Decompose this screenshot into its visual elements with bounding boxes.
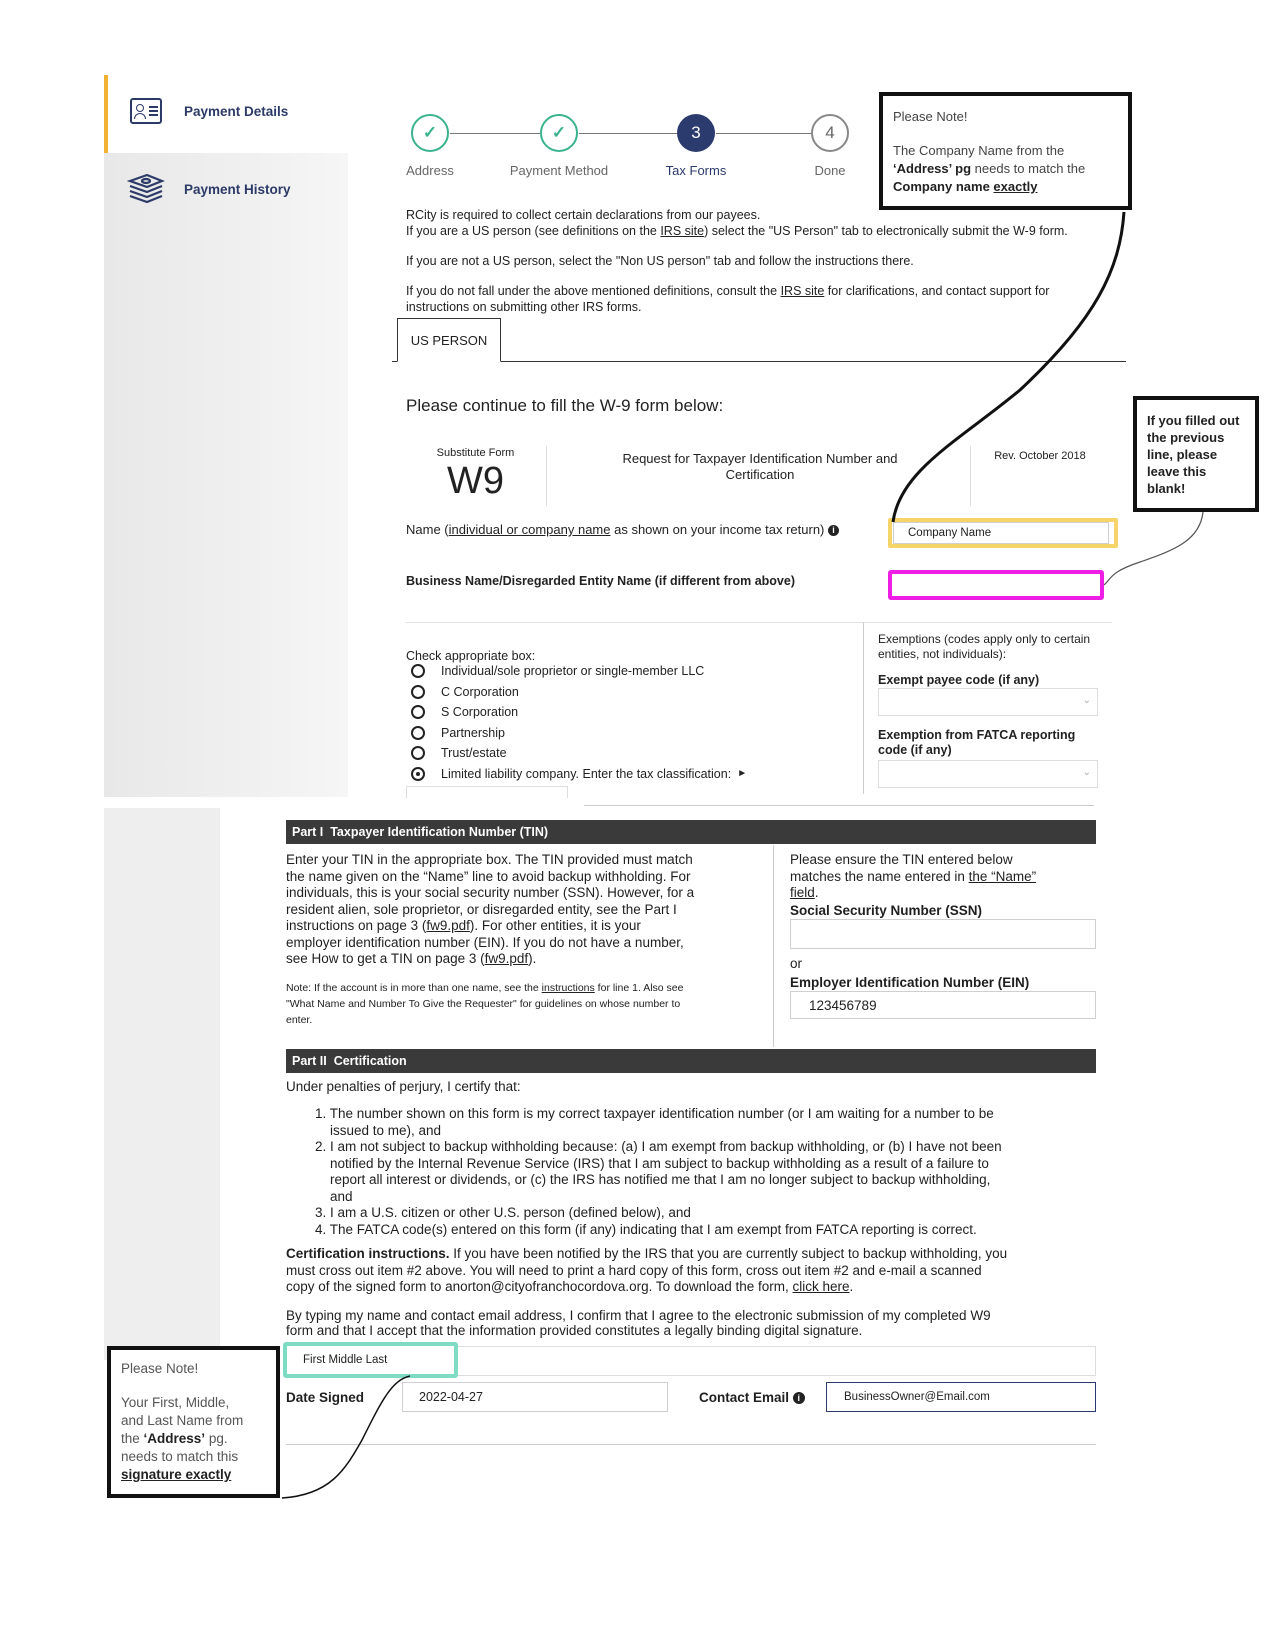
tax-classification-input[interactable] xyxy=(406,786,568,798)
classification-c-corp[interactable] xyxy=(411,682,747,703)
chevron-down-icon: ⌄ xyxy=(1082,695,1091,706)
instruction-line: Enter your TIN in the appropriate box. The TIN provided must match xyxy=(286,852,693,867)
step-label-done: Done xyxy=(814,163,846,178)
form-code: W9 xyxy=(447,460,504,502)
fw9-pdf-link[interactable]: fw9.pdf xyxy=(484,951,529,966)
callout-line: needs to match this xyxy=(121,1449,239,1464)
form-title: Request for Taxpayer Identification Number and Certification xyxy=(622,451,898,482)
tab-baseline xyxy=(392,361,1126,362)
part-prefix: Part II xyxy=(292,1054,327,1068)
label-text: as shown on your income tax return) xyxy=(610,522,825,537)
individual-or-company-name-link[interactable]: individual or company name xyxy=(448,522,611,537)
step-connector xyxy=(450,133,540,134)
intro-line: for clarifications, and contact support for xyxy=(824,284,1050,298)
id-card-icon xyxy=(130,98,162,124)
note-line: "What Name and Number To Give the Requester" for guidelines on whose number to xyxy=(286,998,681,1010)
callout-title: Please Note! xyxy=(893,109,968,124)
callout-business-name-note: If you filled out the previous line, please leave this blank! xyxy=(1133,396,1259,512)
certification-item: 2. I am not subject to backup withholding because: (a) I am exempt from backup withholding, or (b) I have not been xyxy=(315,1139,1002,1154)
callout-bold: signature exactly xyxy=(121,1467,232,1482)
note-line: enter. xyxy=(286,1014,313,1026)
certification-list xyxy=(315,1106,1105,1238)
part1-note xyxy=(286,980,756,1028)
ssn-label: Social Security Number (SSN) xyxy=(790,903,983,918)
name-field-label xyxy=(406,522,839,537)
radio-label: C Corporation xyxy=(441,684,519,699)
exemptions-title: Exemptions (codes apply only to certain entities, not individuals): xyxy=(878,632,1091,661)
intro-line: If you are a US person (see definitions on the xyxy=(406,224,661,238)
step-done-circle[interactable]: 4 xyxy=(811,114,849,152)
callout-bold: Company name xyxy=(893,179,994,194)
instruction-line: the name given on the “Name” line to avoid backup withholding. For xyxy=(286,868,691,884)
radio-button[interactable] xyxy=(411,746,425,760)
certification-item: 4. The FATCA code(s) entered on this form (if any) indicating that I am exempt from FATCA reporting is correct. xyxy=(315,1221,977,1237)
sidebar-item-label[interactable]: Payment Details xyxy=(184,104,289,119)
info-icon[interactable]: i xyxy=(793,1392,805,1404)
callout-title: Please Note! xyxy=(121,1361,199,1376)
tab-us-person[interactable]: US PERSON xyxy=(397,318,501,362)
callout-line: pg. xyxy=(205,1431,228,1446)
sidebar-lower xyxy=(104,808,220,1360)
callout-line: the xyxy=(121,1431,144,1446)
business-name-input[interactable] xyxy=(888,570,1104,600)
certification-item: notified by the Internal Revenue Service (IRS) that I am subject to backup withholding as a result of a failure to xyxy=(330,1155,989,1171)
certification-item: issued to me), and xyxy=(330,1122,442,1138)
ensure-line: Please ensure the TIN entered below xyxy=(790,852,1013,867)
name-field-link[interactable]: field xyxy=(790,885,815,900)
certification-item: 3. I am a U.S. citizen or other U.S. person (defined below), and xyxy=(315,1205,691,1220)
radio-label: S Corporation xyxy=(441,705,519,720)
intro-line: instructions on submitting other IRS forms. xyxy=(406,300,642,314)
callout-company-name-note xyxy=(879,92,1132,210)
cert-line: must cross out item #2 above. You will need to print a hard copy of this form, cross out item #2 and e-mail a scanned xyxy=(286,1262,982,1278)
section-divider xyxy=(584,805,1094,806)
irs-site-link[interactable]: IRS site xyxy=(660,224,705,238)
date-signed-input[interactable]: 2022-04-27 xyxy=(402,1382,668,1412)
intro-line: RCity is required to collect certain declarations from our payees. xyxy=(406,208,761,222)
label-text: Name ( xyxy=(406,522,449,537)
business-name-label: Business Name/Disregarded Entity Name (if different from above) xyxy=(406,574,795,588)
caret-right-icon: ► xyxy=(737,768,748,780)
money-stack-icon xyxy=(127,173,165,203)
classification-partnership[interactable] xyxy=(411,723,747,744)
intro-text xyxy=(406,207,1106,315)
radio-button-selected[interactable] xyxy=(411,767,425,781)
callout-bold: ‘Address’ pg xyxy=(893,161,972,176)
cert-line: . xyxy=(849,1279,854,1294)
download-form-link[interactable]: click here xyxy=(792,1279,850,1294)
instruction-line: individuals, this is your social security number (SSN). However, for a xyxy=(286,885,695,900)
agreement-line: By typing my name and contact email address, I confirm that I agree to the electronic submission of my completed W9 xyxy=(286,1308,991,1323)
ensure-line: matches the name entered in xyxy=(790,868,969,884)
tin-ensure-text xyxy=(790,852,1090,902)
note-line: for line 1. Also see xyxy=(594,982,684,994)
certification-item: and xyxy=(330,1188,353,1204)
classification-llc[interactable] xyxy=(411,764,747,785)
cert-bold: Certification instructions. xyxy=(286,1246,450,1261)
callout-bold: ‘Address’ xyxy=(143,1431,206,1446)
section-divider xyxy=(406,622,1112,623)
fatca-select[interactable] xyxy=(878,760,1098,788)
chevron-down-icon: ⌄ xyxy=(1082,767,1091,778)
name-field-link[interactable]: the “Name” xyxy=(968,868,1037,884)
ein-input[interactable]: 123456789 xyxy=(790,991,1096,1019)
radio-button[interactable] xyxy=(411,664,425,678)
connector-business-name xyxy=(1104,512,1203,585)
step-label-address: Address xyxy=(406,163,454,178)
ensure-line: . xyxy=(814,885,819,900)
info-icon[interactable]: i xyxy=(828,525,839,536)
radio-label: Individual/sole proprietor or single-member LLC xyxy=(441,664,705,679)
header-divider xyxy=(546,446,547,506)
callout-line: Your First, Middle, xyxy=(121,1395,230,1410)
classification-s-corp[interactable] xyxy=(411,702,747,723)
part-title: Taxpayer Identification Number (TIN) xyxy=(330,825,549,839)
intro-line: If you are not a US person, select the "Non US person" tab and follow the instructions there. xyxy=(406,254,914,268)
callout-line: and Last Name from xyxy=(121,1413,244,1428)
intro-line: If you do not fall under the above mentioned definitions, consult the xyxy=(406,284,781,298)
fatca-label: Exemption from FATCA reporting code (if any) xyxy=(878,728,1076,757)
cert-line: copy of the signed form to anorton@cityofranchocordova.org. To download the form, xyxy=(286,1279,793,1294)
radio-button[interactable] xyxy=(411,726,425,740)
part1-bar xyxy=(286,820,1096,844)
radio-button[interactable] xyxy=(411,685,425,699)
step-connector xyxy=(716,133,811,134)
part1-divider xyxy=(773,845,774,1047)
intro-line: ) select the "US Person" tab to electronically submit the W-9 form. xyxy=(704,224,1068,238)
name-input[interactable]: Company Name xyxy=(893,522,1109,544)
instruction-line: ). For other entities, it is your xyxy=(469,918,641,933)
part-title: Certification xyxy=(333,1054,407,1068)
signature-value[interactable]: First Middle Last xyxy=(283,1342,458,1378)
header-divider xyxy=(970,446,971,506)
step-label-payment-method: Payment Method xyxy=(509,163,609,178)
fw9-pdf-link[interactable]: fw9.pdf xyxy=(426,918,470,933)
date-signed-label: Date Signed xyxy=(286,1390,365,1405)
exempt-payee-select[interactable] xyxy=(878,688,1098,716)
contact-email-label xyxy=(699,1390,805,1405)
label-text: Contact Email xyxy=(699,1390,790,1405)
radio-label: Trust/estate xyxy=(441,746,507,761)
sidebar-item-label[interactable]: Payment History xyxy=(184,182,291,197)
part1-instructions xyxy=(286,852,756,968)
check-box-label: Check appropriate box: xyxy=(406,649,536,663)
agreement-text xyxy=(286,1308,1106,1338)
contact-email-input[interactable]: BusinessOwner@Email.com xyxy=(826,1382,1096,1412)
or-label: or xyxy=(790,956,803,971)
form-heading: Please continue to fill the W-9 form below: xyxy=(406,396,724,415)
instruction-line: see How to get a TIN on page 3 ( xyxy=(286,951,485,966)
ssn-input[interactable] xyxy=(790,919,1096,949)
certification-lead: Under penalties of perjury, I certify that: xyxy=(286,1079,521,1094)
part-prefix: Part I xyxy=(292,825,324,839)
instruction-line: employer identification number (EIN). If you do not have a number, xyxy=(286,934,684,950)
certification-item: report all interest or dividends, or (c) the IRS has notified me that I am no longer subject to backup withholding, xyxy=(330,1172,991,1187)
radio-label: Limited liability company. Enter the tax classification: xyxy=(441,766,732,781)
cert-line: If you have been notified by the IRS that you are currently subject to backup withholding, you xyxy=(449,1246,1008,1261)
classification-individual[interactable] xyxy=(411,661,747,682)
step-label-tax-forms: Tax Forms xyxy=(665,163,727,178)
section-divider xyxy=(286,1444,1096,1445)
callout-line: needs to match the xyxy=(971,161,1086,176)
callout-underline: exactly xyxy=(993,179,1038,194)
radio-button[interactable] xyxy=(411,705,425,719)
instruction-line: instructions on page 3 ( xyxy=(286,918,427,933)
substitute-form-label: Substitute Form xyxy=(436,447,515,459)
certification-item: 1. The number shown on this form is my correct taxpayer identification number (or I am waiting for a number to be xyxy=(315,1106,994,1121)
callout-line: The Company Name from the xyxy=(893,143,1065,158)
ein-label: Employer Identification Number (EIN) xyxy=(790,975,1030,990)
note-line: Note: If the account is in more than one name, see the xyxy=(286,982,542,994)
instruction-line: resident alien, sole proprietor, or disregarded entity, see the Part I xyxy=(286,901,677,917)
certification-instructions xyxy=(286,1246,1106,1296)
step-address-check-icon[interactable]: ✓ xyxy=(411,114,449,152)
part2-bar xyxy=(286,1049,1096,1073)
step-tax-forms-circle[interactable]: 3 xyxy=(677,114,715,152)
form-revision: Rev. October 2018 xyxy=(994,450,1086,462)
exempt-payee-label: Exempt payee code (if any) xyxy=(878,673,1040,687)
agreement-line: form and that I accept that the information provided constitutes a legally binding digital signature. xyxy=(286,1323,863,1338)
radio-label: Partnership xyxy=(441,725,505,740)
classification-trust[interactable] xyxy=(411,743,747,764)
irs-site-link[interactable]: IRS site xyxy=(780,284,825,298)
section-divider xyxy=(863,622,864,794)
classification-list xyxy=(411,661,747,784)
step-payment-method-check-icon[interactable]: ✓ xyxy=(540,114,578,152)
step-connector xyxy=(579,133,677,134)
callout-signature-note xyxy=(107,1346,280,1498)
instruction-line: ). xyxy=(528,951,537,966)
instructions-link[interactable]: instructions xyxy=(541,982,595,994)
